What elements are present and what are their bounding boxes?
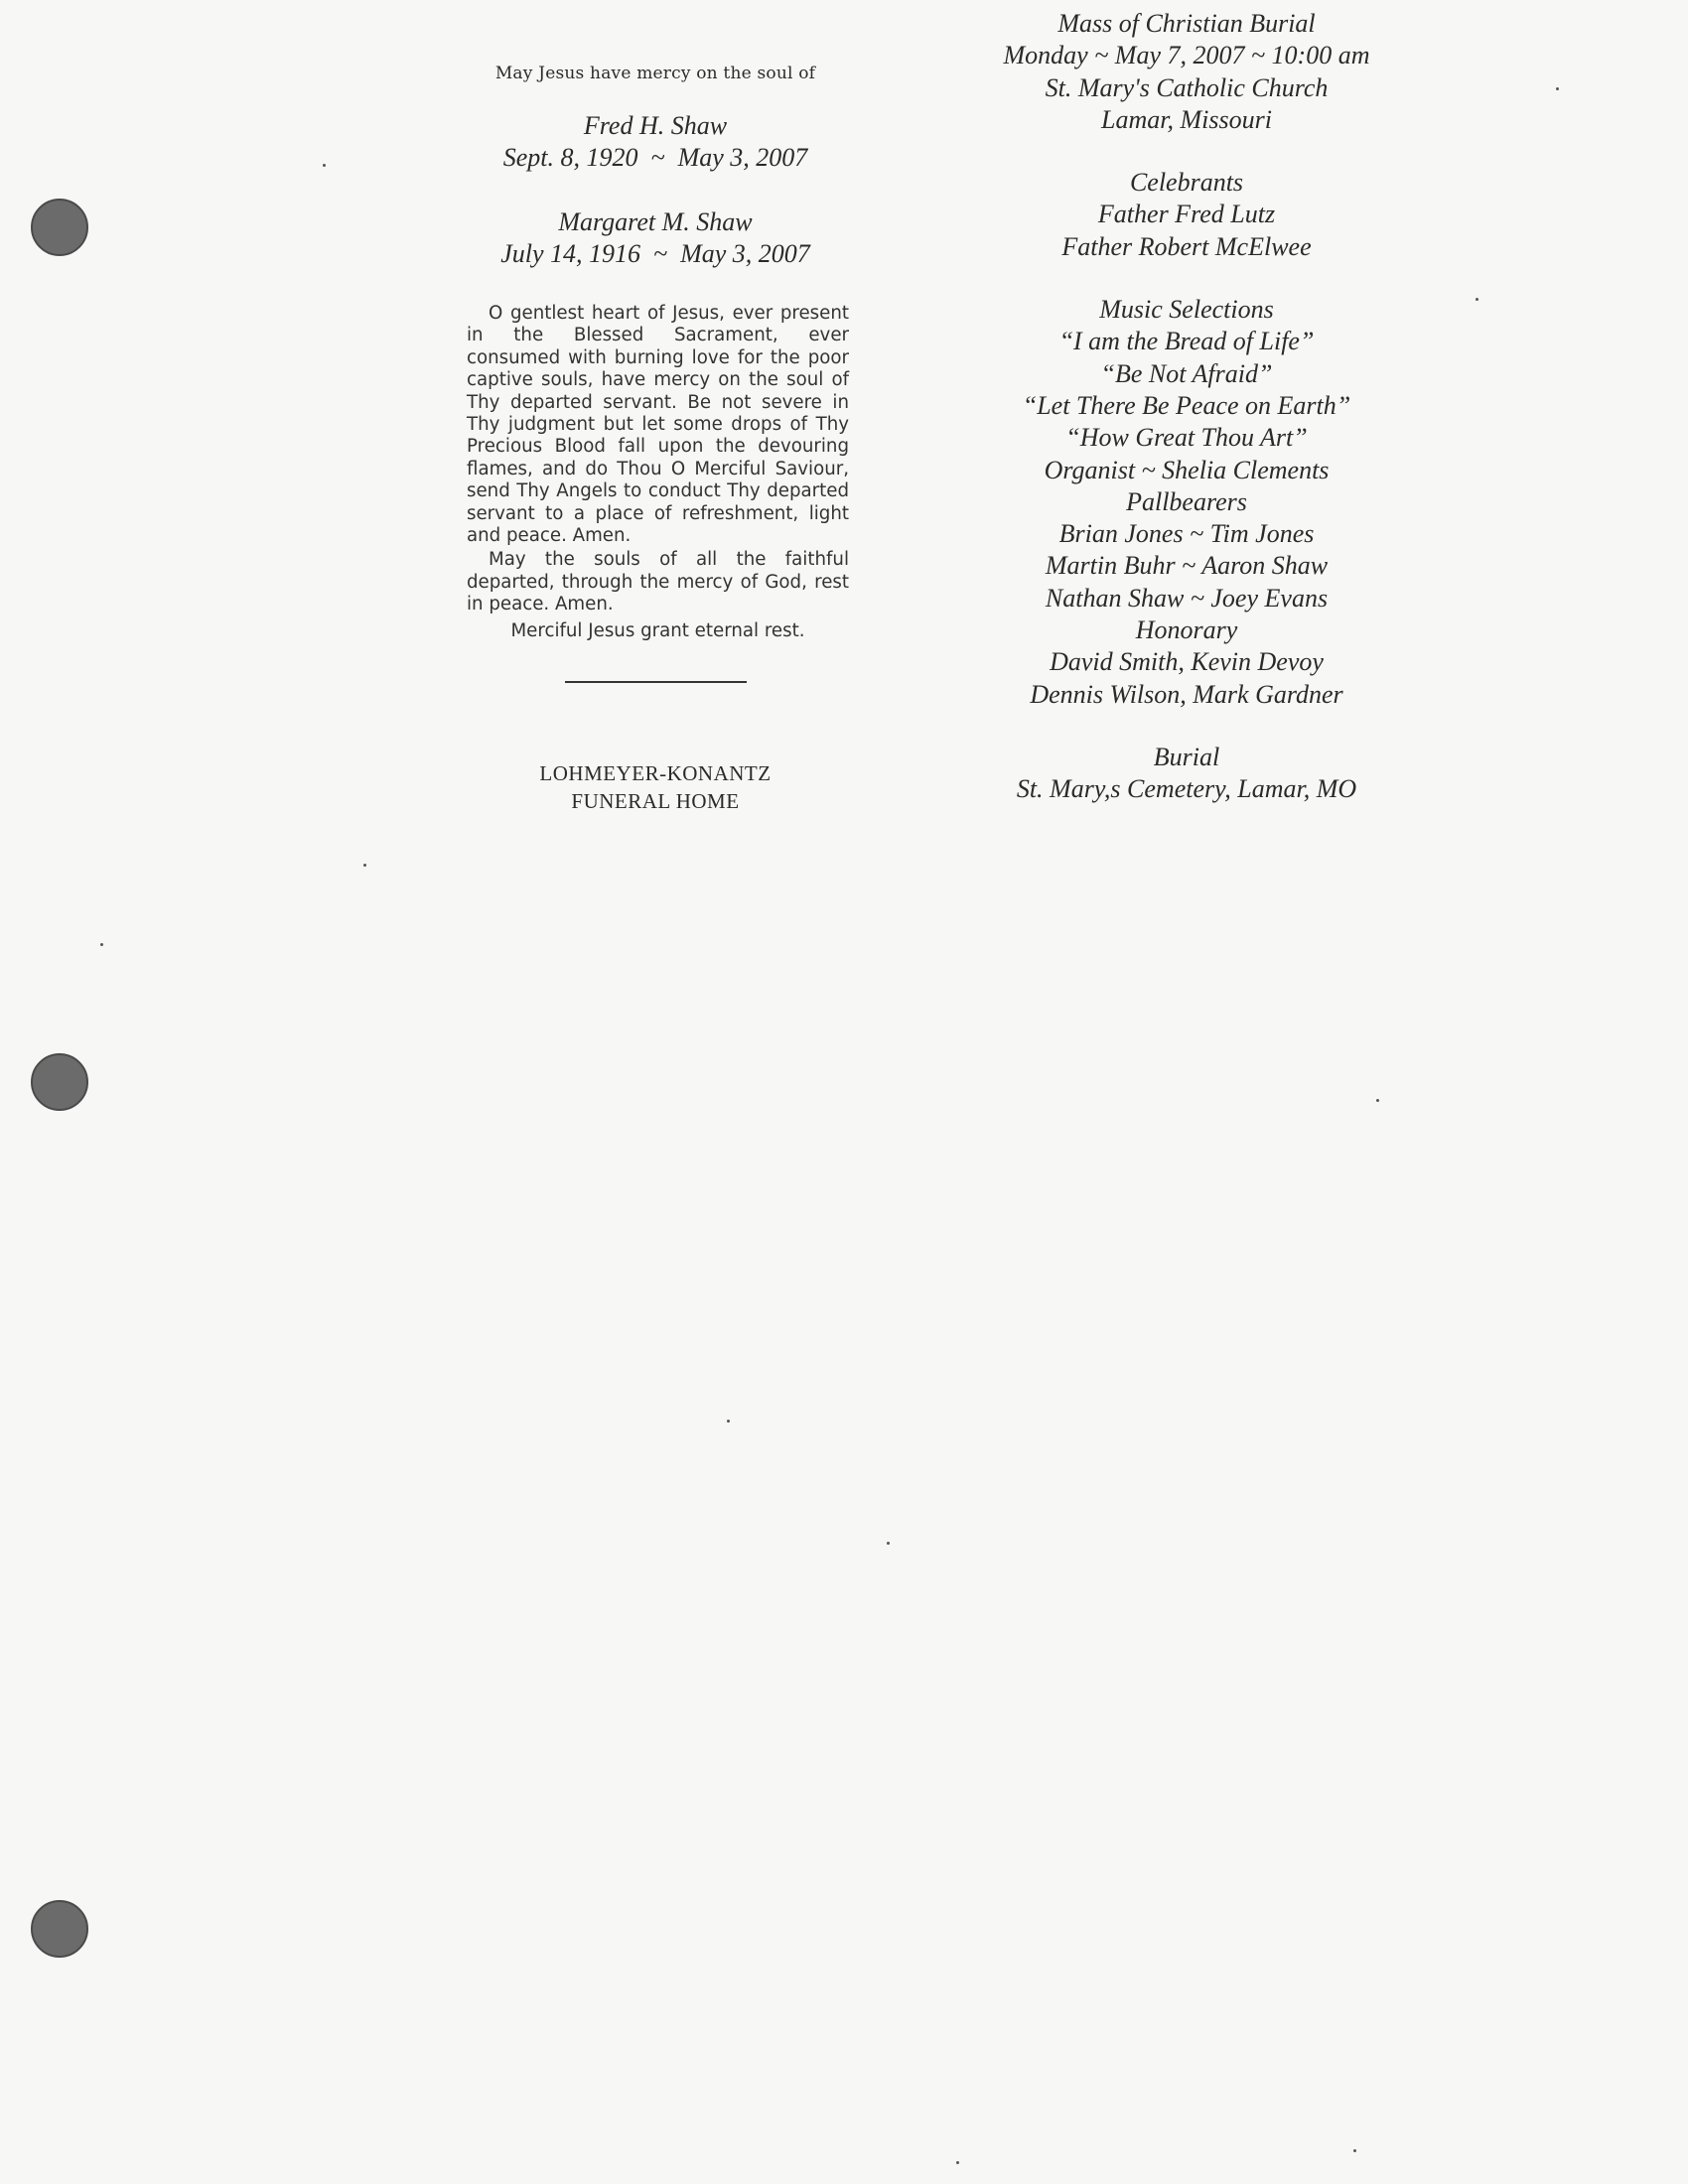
celebrant-name: Father Fred Lutz	[1097, 200, 1276, 229]
scan-speck	[956, 2161, 959, 2164]
scan-speck	[1556, 87, 1559, 90]
celebrants-heading: Celebrants	[1129, 168, 1244, 198]
prayer-paragraph: O gentlest heart of Jesus, ever present in the Blessed Sacrament, ever consumed with burning love for the poor captive souls, have mercy on the soul of Thy departed servant. Be not severe in Thy judgment but let some drops of Thy Precious Blood fall upon the devouring flames, and do Thou O Merciful Saviour, send Thy Angels to conduct Thy departed servant to a place of refreshment, light and peace. Amen.	[467, 303, 849, 547]
mass-title: Mass of Christian Burial	[1057, 9, 1316, 38]
person1-name: Fred H. Shaw	[583, 111, 728, 140]
prayer-closing: Merciful Jesus grant eternal rest.	[510, 619, 805, 641]
person2-name: Margaret M. Shaw	[558, 207, 753, 236]
mercy-line: May Jesus have mercy on the soul of	[494, 64, 816, 83]
prayer-paragraph: May the souls of all the faithful departed, through the mercy of God, rest in peace. Amen.	[467, 549, 849, 615]
honorary-names: Dennis Wilson, Mark Gardner	[1030, 679, 1343, 709]
pallbearers-heading: Pallbearers	[1126, 486, 1247, 516]
scan-speck	[1476, 298, 1478, 301]
scan-speck	[100, 943, 103, 946]
celebrant-name: Father Robert McElwee	[1061, 231, 1312, 261]
scan-speck	[887, 1542, 890, 1545]
divider-line	[565, 681, 747, 683]
honorary-names: David Smith, Kevin Devoy	[1050, 647, 1324, 677]
scan-speck	[1376, 1099, 1379, 1102]
pallbearer-names: Nathan Shaw ~ Joey Evans	[1045, 583, 1329, 613]
punch-hole-bottom	[31, 1900, 88, 1958]
scan-speck	[363, 864, 366, 867]
music-song: “Let There Be Peace on Earth”	[1022, 390, 1351, 420]
pallbearer-names: Brian Jones ~ Tim Jones	[1058, 519, 1315, 549]
funeral-home-line: LOHMEYER-KONANTZ	[539, 761, 772, 785]
organist: Organist ~ Shelia Clements	[1044, 455, 1330, 484]
honorary-heading: Honorary	[1135, 615, 1238, 645]
person1-dates: Sept. 8, 1920 ~ May 3, 2007	[502, 143, 808, 172]
mass-location: Lamar, Missouri	[1101, 104, 1272, 134]
mass-datetime: Monday ~ May 7, 2007 ~ 10:00 am	[1003, 41, 1370, 70]
music-heading: Music Selections	[1099, 295, 1274, 325]
music-song: “I am the Bread of Life”	[1058, 327, 1315, 356]
music-song: “Be Not Afraid”	[1100, 358, 1273, 388]
scan-speck	[1353, 2149, 1356, 2152]
service-details-column	[938, 8, 1435, 806]
scan-speck	[727, 1420, 730, 1423]
punch-hole-top	[31, 199, 88, 256]
burial-place: St. Mary,s Cemetery, Lamar, MO	[1016, 774, 1357, 804]
music-song: “How Great Thou Art”	[1065, 423, 1308, 453]
funeral-home-line: FUNERAL HOME	[571, 789, 740, 813]
burial-heading: Burial	[1153, 742, 1220, 771]
prayer-text	[467, 303, 849, 642]
pallbearer-names: Martin Buhr ~ Aaron Shaw	[1045, 551, 1329, 581]
person2-dates: July 14, 1916 ~ May 3, 2007	[500, 239, 810, 268]
funeral-home	[457, 759, 854, 815]
punch-hole-middle	[31, 1053, 88, 1111]
mass-church: St. Mary's Catholic Church	[1045, 72, 1329, 102]
scan-speck	[323, 164, 326, 167]
